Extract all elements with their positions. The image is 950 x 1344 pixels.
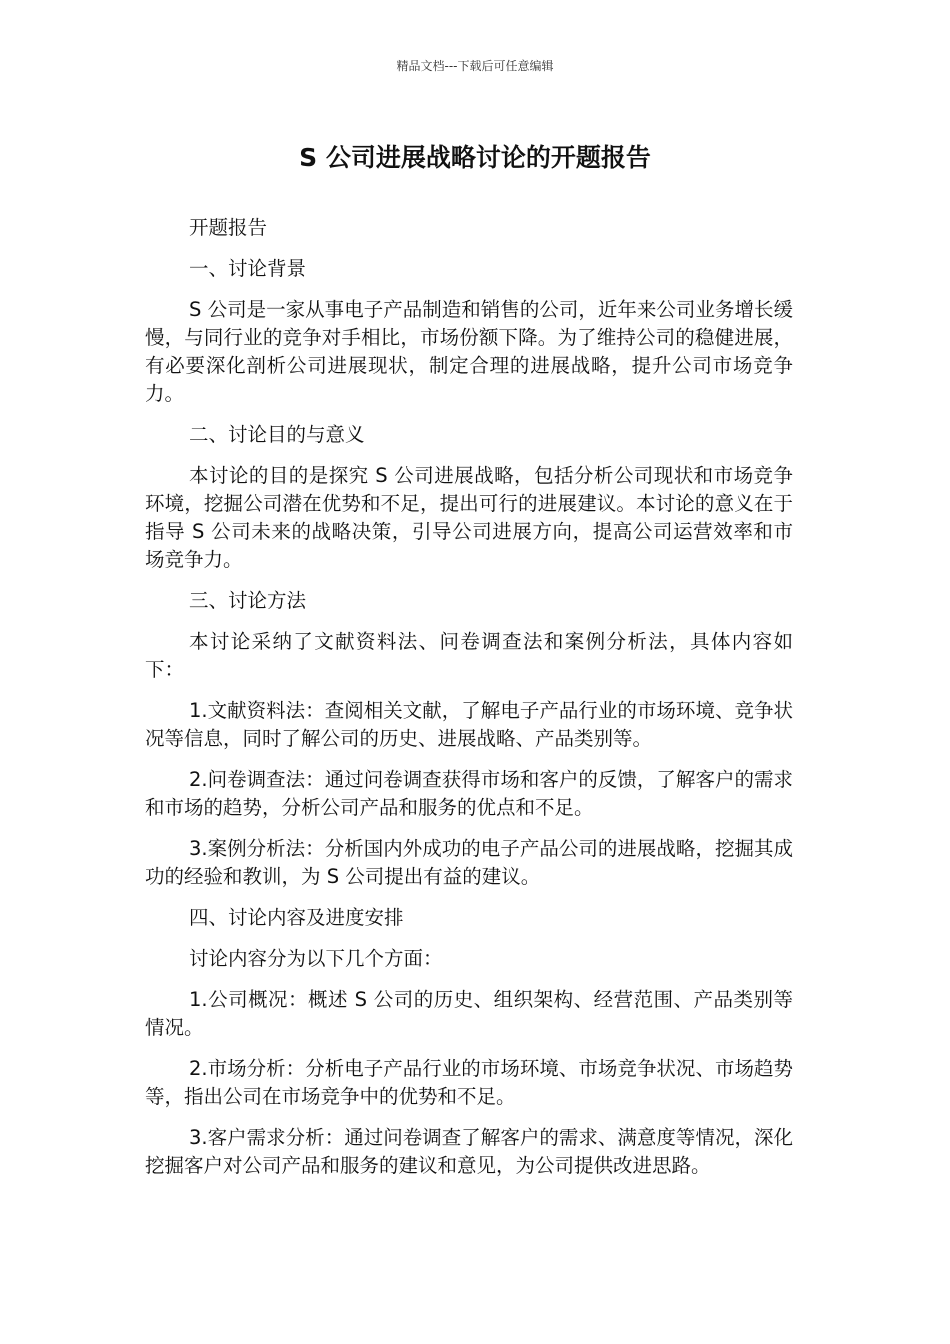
content-item-3: 3.客户需求分析：通过问卷调查了解客户的需求、满意度等情况，深化挖掘客户对公司产品和服务的建议和意见，为公司提供改进思路。 <box>145 1126 793 1177</box>
method-item-2: 2.问卷调查法：通过问卷调查获得市场和客户的反馈，了解客户的需求和市场的趋势，分析公司产品和服务的优点和不足。 <box>145 768 793 819</box>
section-2-heading: 二、讨论目的与意义 <box>189 423 365 446</box>
section-3-heading: 三、讨论方法 <box>189 589 307 612</box>
method-item-3: 3.案例分析法：分析国内外成功的电子产品公司的进展战略，挖掘其成功的经验和教训，为 S 公司提出有益的建议。 <box>145 837 793 888</box>
background-paragraph: S 公司是一家从事电子产品制造和销售的公司，近年来公司业务增长缓慢，与同行业的竞争对手相比，市场份额下降。为了维持公司的稳健进展，有必要深化剖析公司进展现状，制定合理的进展战略，提升公司市场竞争力。 <box>145 298 793 405</box>
method-intro-paragraph: 本讨论采纳了文献资料法、问卷调查法和案例分析法，具体内容如下： <box>145 630 793 681</box>
document-body <box>145 214 793 1193</box>
content-intro: 讨论内容分为以下几个方面： <box>189 947 443 970</box>
label-report: 开题报告 <box>189 216 268 239</box>
page-header: 精品文档---下载后可任意编辑 <box>396 59 554 73</box>
document-title: S 公司进展战略讨论的开题报告 <box>299 143 651 172</box>
content-item-1: 1.公司概况：概述 S 公司的历史、组织架构、经营范围、产品类别等情况。 <box>145 988 793 1039</box>
content-item-2: 2.市场分析：分析电子产品行业的市场环境、市场竞争状况、市场趋势等，指出公司在市场竞争中的优势和不足。 <box>145 1057 793 1108</box>
section-4-heading: 四、讨论内容及进度安排 <box>189 906 404 929</box>
method-item-1: 1.文献资料法：查阅相关文献，了解电子产品行业的市场环境、竞争状况等信息，同时了解公司的历史、进展战略、产品类别等。 <box>145 699 793 750</box>
purpose-paragraph: 本讨论的目的是探究 S 公司进展战略，包括分析公司现状和市场竞争环境，挖掘公司潜在优势和不足，提出可行的进展建议。本讨论的意义在于指导 S 公司未来的战略决策，引导公司进展方向，提高公司运营效率和市场竞争力。 <box>145 464 793 571</box>
section-1-heading: 一、讨论背景 <box>189 257 307 280</box>
